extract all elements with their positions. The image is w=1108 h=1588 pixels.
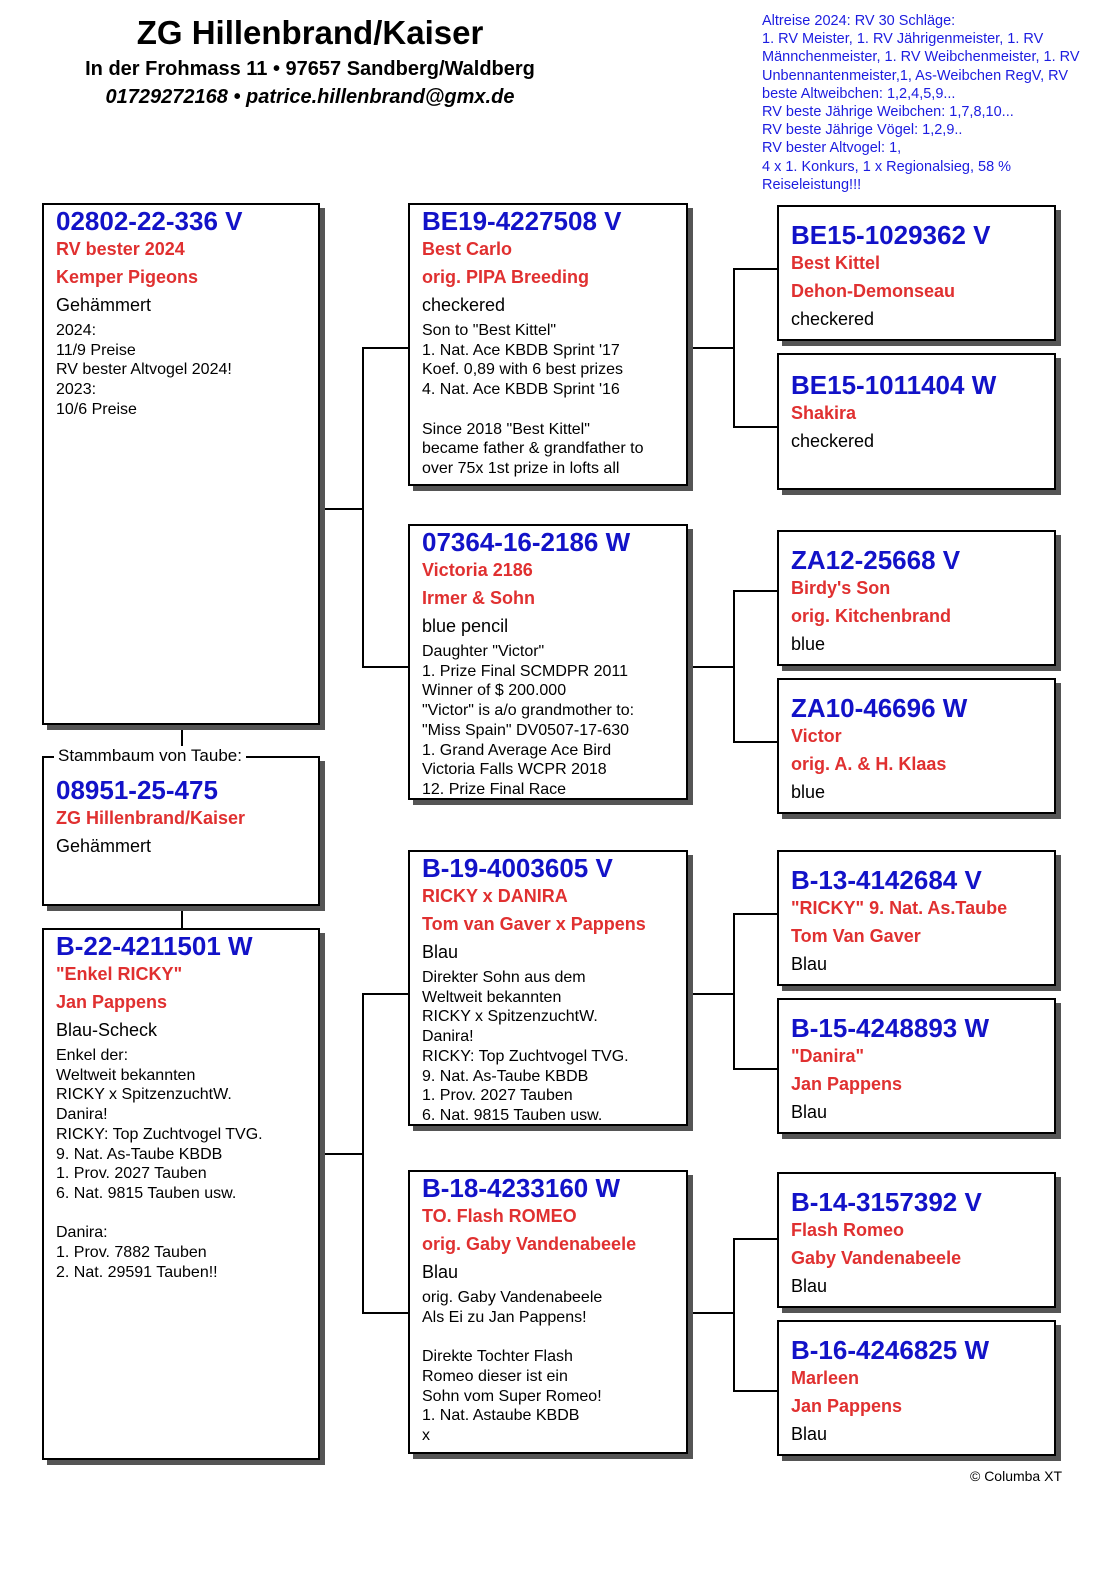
subject-color: Gehämmert [56, 836, 152, 856]
sire-card [42, 203, 320, 725]
dds-name: Flash Romeo [791, 1220, 905, 1240]
connector-line [362, 993, 410, 995]
ssd-card [777, 353, 1056, 490]
ss-notes: Son to "Best Kittel" 1. Nat. Ace KBDB Sprint '17 Koef. 0,89 with 6 best prizes 4. Nat. Ace KBDB Sprint '16 Since 2018 "Best Kittel" became father & grandfather to over 75x 1st prize in lofts all [422, 322, 644, 477]
performance-summary: Altreise 2024: RV 30 Schläge: 1. RV Meister, 1. RV Jährigenmeister, 1. RV Männchenmeister, 1. RV Weibchenmeister, 1. RV Unbennantenmeister,1, As-Weibchen RegV, RV beste Altweibchen: 1,2,4,5,9... RV beste Jährige Weibchen: 1,7,8,10... RV beste Jährige Vögel: 1,2,9.. RV bester Altvogel: 1, 4 x 1. Konkurs, 1 x Regionalsieg, 58 % Reiseleistung!!! [762, 13, 1080, 193]
subject-ring-number: 08951-25-475 [56, 775, 218, 805]
sdd-card [777, 678, 1056, 814]
dds-color: Blau [791, 1276, 828, 1296]
dss-name: "RICKY" 9. Nat. As.Taube [791, 898, 1008, 918]
connector-line [733, 590, 777, 592]
sd-breeder: Irmer & Sohn [422, 588, 536, 608]
sdd-ring-number: ZA10-46696 W [791, 693, 968, 723]
connector-line [733, 741, 777, 743]
ds-breeder: Tom van Gaver x Pappens [422, 914, 646, 934]
sdd-name: Victor [791, 726, 842, 746]
ds-color: Blau [422, 942, 459, 962]
connector-line [319, 508, 363, 510]
connector-line [733, 426, 777, 428]
connector-line [733, 1390, 777, 1392]
sdd-color: blue [791, 782, 826, 802]
sd-notes: Daughter "Victor" 1. Prize Final SCMDPR 2011 Winner of $ 200.000 "Victor" is a/o grandmother to: "Miss Spain" DV0507-17-630 1. Grand Average Ace Bird Victoria Falls WCPR 2018 12. Prize Final Race [422, 643, 635, 798]
sss-color: checkered [791, 309, 875, 329]
subject-label: Stammbaum von Taube: [54, 746, 246, 766]
dsd-name: "Danira" [791, 1046, 865, 1066]
sire-name: RV bester 2024 [56, 239, 185, 259]
connector-line [686, 666, 734, 668]
dd-ring-number: B-18-4233160 W [422, 1173, 620, 1203]
sire-color: Gehämmert [56, 295, 152, 315]
connector-line [733, 268, 735, 427]
connector-line [686, 993, 734, 995]
sds-card [777, 530, 1056, 666]
ds-name: RICKY x DANIRA [422, 886, 568, 906]
dam-name: "Enkel RICKY" [56, 964, 183, 984]
dsd-color: Blau [791, 1102, 828, 1122]
breeder-name: ZG Hillenbrand/Kaiser [136, 14, 484, 51]
dam-color: Blau-Scheck [56, 1020, 158, 1040]
dd-breeder: orig. Gaby Vandenabeele [422, 1234, 637, 1254]
ssd-ring-number: BE15-1011404 W [791, 370, 997, 400]
connector-line [319, 1153, 363, 1155]
connector-line [181, 724, 183, 748]
connector-line [686, 1312, 734, 1314]
dsd-ring-number: B-15-4248893 W [791, 1013, 989, 1043]
ddd-name: Marleen [791, 1368, 860, 1388]
breeder-contact: 01729272168 • patrice.hillenbrand@gmx.de [105, 86, 515, 108]
dam-breeder: Jan Pappens [56, 992, 168, 1012]
ddd-breeder: Jan Pappens [791, 1396, 903, 1416]
connector-line [733, 913, 777, 915]
connector-line [733, 1238, 735, 1391]
sd-color: blue pencil [422, 616, 509, 636]
connector-line [733, 1068, 777, 1070]
dss-card [777, 850, 1056, 986]
dd-notes: orig. Gaby Vandenabeele Als Ei zu Jan Pappens! Direkte Tochter Flash Romeo dieser ist ein Sohn vom Super Romeo! 1. Nat. Astaube KBDB x [422, 1289, 603, 1444]
subject-card [42, 756, 320, 906]
ss-color: checkered [422, 295, 506, 315]
dds-breeder: Gaby Vandenabeele [791, 1248, 962, 1268]
dsd-breeder: Jan Pappens [791, 1074, 903, 1094]
dd-name: TO. Flash ROMEO [422, 1206, 577, 1226]
connector-line [181, 906, 183, 930]
subject-breeder: ZG Hillenbrand/Kaiser [56, 808, 246, 828]
dds-ring-number: B-14-3157392 V [791, 1187, 982, 1217]
sds-color: blue [791, 634, 826, 654]
connector-line [362, 666, 410, 668]
sdd-breeder: orig. A. & H. Klaas [791, 754, 947, 774]
dss-color: Blau [791, 954, 828, 974]
sss-name: Best Kittel [791, 253, 881, 273]
connector-line [733, 1238, 777, 1240]
connector-line [733, 913, 735, 1069]
sds-breeder: orig. Kitchenbrand [791, 606, 952, 626]
ss-name: Best Carlo [422, 239, 513, 259]
dam-ring-number: B-22-4211501 W [56, 931, 253, 961]
sds-ring-number: ZA12-25668 V [791, 545, 961, 575]
ssd-name: Shakira [791, 403, 857, 423]
copyright-notice: © Columba XT [969, 1468, 1062, 1484]
sire-notes: 2024: 11/9 Preise RV bester Altvogel 2024! 2023: 10/6 Preise [56, 322, 232, 418]
dam-notes: Enkel der: Weltweit bekannten RICKY x SpitzenzuchtW. Danira! RICKY: Top Zuchtvogel TVG. 9. Nat. As-Taube KBDB 1. Prov. 2027 Tauben 6. Nat. 9815 Tauben usw. Danira: 1. Prov. 7882 Tauben 2. Nat. 29591 Tauben!! [56, 1047, 263, 1281]
ds-ring-number: B-19-4003605 V [422, 853, 613, 883]
sss-breeder: Dehon-Demonseau [791, 281, 956, 301]
sire-breeder: Kemper Pigeons [56, 267, 199, 287]
ssd-color: checkered [791, 431, 875, 451]
dsd-card [777, 998, 1056, 1134]
connector-line [362, 993, 364, 1313]
ss-breeder: orig. PIPA Breeding [422, 267, 590, 287]
connector-line [686, 347, 734, 349]
dds-card [777, 1172, 1056, 1308]
ds-notes: Direkter Sohn aus dem Weltweit bekannten RICKY x SpitzenzuchtW. Danira! RICKY: Top Zuchtvogel TVG. 9. Nat. As-Taube KBDB 1. Prov. 2027 Tauben 6. Nat. 9815 Tauben usw. [422, 969, 629, 1124]
ddd-card [777, 1320, 1056, 1456]
ddd-color: Blau [791, 1424, 828, 1444]
connector-line [362, 1312, 410, 1314]
dam-dam-card [408, 1170, 688, 1454]
sd-ring-number: 07364-16-2186 W [422, 527, 631, 557]
sss-ring-number: BE15-1029362 V [791, 220, 991, 250]
ddd-ring-number: B-16-4246825 W [791, 1335, 989, 1365]
sire-dam-card [408, 524, 688, 800]
breeder-address: In der Frohmass 11 • 97657 Sandberg/Waldberg [85, 58, 535, 80]
dss-breeder: Tom Van Gaver [791, 926, 921, 946]
dam-card [42, 928, 320, 1460]
connector-line [362, 347, 364, 667]
connector-line [733, 268, 777, 270]
sd-name: Victoria 2186 [422, 560, 533, 580]
sds-name: Birdy's Son [791, 578, 891, 598]
ss-ring-number: BE19-4227508 V [422, 206, 622, 236]
dd-color: Blau [422, 1262, 459, 1282]
dss-ring-number: B-13-4142684 V [791, 865, 982, 895]
sire-ring-number: 02802-22-336 V [56, 206, 243, 236]
connector-line [362, 347, 410, 349]
dam-sire-card [408, 850, 688, 1126]
connector-line [733, 590, 735, 742]
sss-card [777, 205, 1056, 341]
sire-sire-card [408, 203, 688, 486]
